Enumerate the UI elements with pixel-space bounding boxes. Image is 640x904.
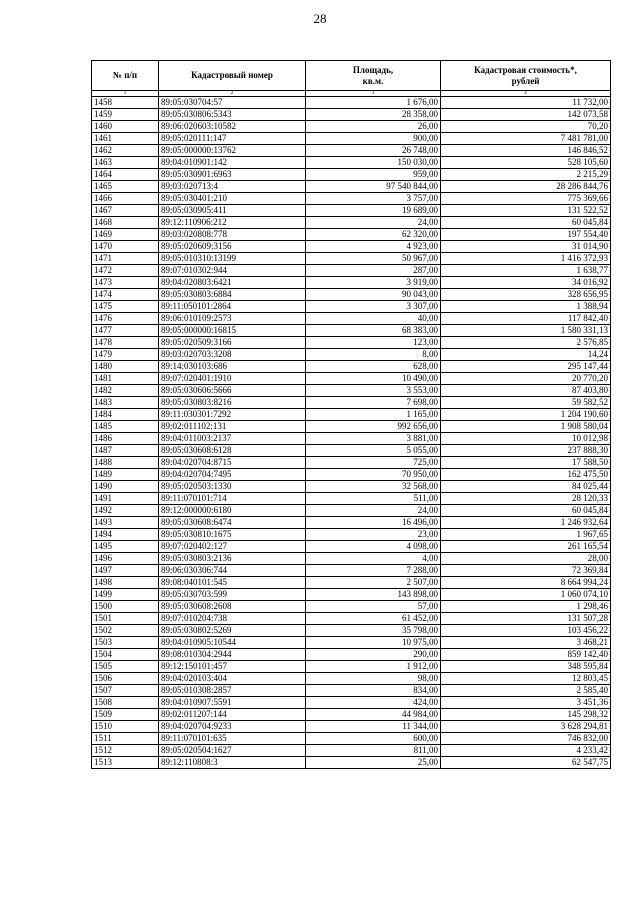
cell-area: 26 748,00 bbox=[306, 145, 441, 157]
cell-area: 1 676,00 bbox=[306, 97, 441, 109]
cell-cadastral-number: 89:11:070101:635 bbox=[159, 733, 306, 745]
table-row bbox=[92, 481, 611, 493]
cell-row-number: 1478 bbox=[92, 337, 159, 349]
cell-area: 4,00 bbox=[306, 553, 441, 565]
cell-cadastral-value: 295 147,44 bbox=[441, 361, 611, 373]
cell-cadastral-value: 70,20 bbox=[441, 121, 611, 133]
cell-row-number: 1470 bbox=[92, 241, 159, 253]
column-number: 4 bbox=[441, 91, 611, 97]
table-row bbox=[92, 169, 611, 181]
cell-cadastral-number: 89:05:030802:5269 bbox=[159, 625, 306, 637]
cell-area: 44 984,00 bbox=[306, 709, 441, 721]
table-row bbox=[92, 205, 611, 217]
table-row bbox=[92, 121, 611, 133]
cell-area: 26,00 bbox=[306, 121, 441, 133]
cell-area: 992 656,00 bbox=[306, 421, 441, 433]
cell-cadastral-number: 89:04:010907:5591 bbox=[159, 697, 306, 709]
header-cadastral-value: Кадастровая стоимость*, рублей bbox=[441, 61, 611, 91]
cell-cadastral-number: 89:03:020713:4 bbox=[159, 181, 306, 193]
cell-cadastral-value: 142 073,58 bbox=[441, 109, 611, 121]
cell-cadastral-value: 2 576,85 bbox=[441, 337, 611, 349]
cell-area: 143 898,00 bbox=[306, 589, 441, 601]
table-row bbox=[92, 613, 611, 625]
cell-area: 98,00 bbox=[306, 673, 441, 685]
cell-cadastral-number: 89:05:030608:6474 bbox=[159, 517, 306, 529]
cell-area: 628,00 bbox=[306, 361, 441, 373]
cell-cadastral-value: 117 842,40 bbox=[441, 313, 611, 325]
cell-cadastral-number: 89:04:011003:2137 bbox=[159, 433, 306, 445]
cell-row-number: 1505 bbox=[92, 661, 159, 673]
cell-cadastral-number: 89:12:000000:6180 bbox=[159, 505, 306, 517]
cell-row-number: 1476 bbox=[92, 313, 159, 325]
cell-area: 959,00 bbox=[306, 169, 441, 181]
cell-cadastral-value: 3 451,36 bbox=[441, 697, 611, 709]
cell-cadastral-number: 89:07:010302:944 bbox=[159, 265, 306, 277]
cell-cadastral-number: 89:12:110906:212 bbox=[159, 217, 306, 229]
cell-row-number: 1513 bbox=[92, 757, 159, 769]
table-row bbox=[92, 625, 611, 637]
cell-cadastral-number: 89:04:020803:6421 bbox=[159, 277, 306, 289]
table-row bbox=[92, 757, 611, 769]
cell-cadastral-number: 89:05:000000:13762 bbox=[159, 145, 306, 157]
table-row bbox=[92, 97, 611, 109]
cell-row-number: 1496 bbox=[92, 553, 159, 565]
cell-area: 23,00 bbox=[306, 529, 441, 541]
cell-cadastral-number: 89:04:020704:8715 bbox=[159, 457, 306, 469]
column-number: 2 bbox=[159, 91, 306, 97]
table-row bbox=[92, 601, 611, 613]
cell-cadastral-value: 31 014,90 bbox=[441, 241, 611, 253]
table-row bbox=[92, 241, 611, 253]
cell-cadastral-number: 89:08:040101:545 bbox=[159, 577, 306, 589]
cell-area: 3 757,00 bbox=[306, 193, 441, 205]
cell-area: 97 540 844,00 bbox=[306, 181, 441, 193]
cell-cadastral-number: 89:02:011207:144 bbox=[159, 709, 306, 721]
cell-area: 4 098,00 bbox=[306, 541, 441, 553]
table-row bbox=[92, 397, 611, 409]
cell-area: 10 975,00 bbox=[306, 637, 441, 649]
table-row bbox=[92, 589, 611, 601]
cell-cadastral-value: 131 507,28 bbox=[441, 613, 611, 625]
cell-area: 32 568,00 bbox=[306, 481, 441, 493]
cell-area: 1 912,00 bbox=[306, 661, 441, 673]
cell-row-number: 1495 bbox=[92, 541, 159, 553]
table-row bbox=[92, 337, 611, 349]
cell-row-number: 1511 bbox=[92, 733, 159, 745]
cell-row-number: 1473 bbox=[92, 277, 159, 289]
cell-cadastral-value: 237 888,30 bbox=[441, 445, 611, 457]
cell-area: 3 307,00 bbox=[306, 301, 441, 313]
table-row bbox=[92, 253, 611, 265]
cell-row-number: 1462 bbox=[92, 145, 159, 157]
table-row bbox=[92, 229, 611, 241]
cell-cadastral-value: 2 215,29 bbox=[441, 169, 611, 181]
cell-cadastral-number: 89:05:030803:2136 bbox=[159, 553, 306, 565]
cell-area: 3 919,00 bbox=[306, 277, 441, 289]
cell-row-number: 1494 bbox=[92, 529, 159, 541]
cell-cadastral-value: 1 298,46 bbox=[441, 601, 611, 613]
cell-row-number: 1482 bbox=[92, 385, 159, 397]
cell-cadastral-value: 34 016,92 bbox=[441, 277, 611, 289]
table-row bbox=[92, 565, 611, 577]
cell-cadastral-number: 89:12:150101:457 bbox=[159, 661, 306, 673]
cell-area: 19 689,00 bbox=[306, 205, 441, 217]
table-row bbox=[92, 385, 611, 397]
cell-row-number: 1480 bbox=[92, 361, 159, 373]
table-row bbox=[92, 493, 611, 505]
table-row bbox=[92, 553, 611, 565]
cell-cadastral-number: 89:05:020609:3156 bbox=[159, 241, 306, 253]
cell-row-number: 1461 bbox=[92, 133, 159, 145]
cell-area: 10 490,00 bbox=[306, 373, 441, 385]
cell-cadastral-value: 20 770,20 bbox=[441, 373, 611, 385]
cell-cadastral-number: 89:05:030401:210 bbox=[159, 193, 306, 205]
cell-row-number: 1507 bbox=[92, 685, 159, 697]
cell-area: 11 344,00 bbox=[306, 721, 441, 733]
cell-cadastral-value: 7 481 781,00 bbox=[441, 133, 611, 145]
cell-area: 725,00 bbox=[306, 457, 441, 469]
page-number: 28 bbox=[313, 11, 327, 26]
cell-cadastral-number: 89:11:030301:7292 bbox=[159, 409, 306, 421]
cell-cadastral-value: 28 120,33 bbox=[441, 493, 611, 505]
cell-cadastral-value: 28 286 844,76 bbox=[441, 181, 611, 193]
table-row bbox=[92, 469, 611, 481]
cell-cadastral-value: 145 298,32 bbox=[441, 709, 611, 721]
cell-row-number: 1458 bbox=[92, 97, 159, 109]
cell-row-number: 1464 bbox=[92, 169, 159, 181]
table-row bbox=[92, 685, 611, 697]
cell-area: 50 967,00 bbox=[306, 253, 441, 265]
cell-row-number: 1481 bbox=[92, 373, 159, 385]
cell-row-number: 1486 bbox=[92, 433, 159, 445]
table-row bbox=[92, 457, 611, 469]
cell-area: 900,00 bbox=[306, 133, 441, 145]
cell-cadastral-value: 328 656,95 bbox=[441, 289, 611, 301]
table-row bbox=[92, 301, 611, 313]
cell-cadastral-value: 746 832,00 bbox=[441, 733, 611, 745]
cell-cadastral-number: 89:03:020808:778 bbox=[159, 229, 306, 241]
table-row bbox=[92, 661, 611, 673]
cell-cadastral-number: 89:04:020704:9233 bbox=[159, 721, 306, 733]
table-row bbox=[92, 673, 611, 685]
cell-row-number: 1504 bbox=[92, 649, 159, 661]
table-row bbox=[92, 313, 611, 325]
cell-cadastral-value: 197 554,40 bbox=[441, 229, 611, 241]
table-row bbox=[92, 265, 611, 277]
cell-row-number: 1460 bbox=[92, 121, 159, 133]
cell-row-number: 1487 bbox=[92, 445, 159, 457]
header-row bbox=[92, 61, 611, 91]
cell-cadastral-number: 89:07:010204:738 bbox=[159, 613, 306, 625]
cell-row-number: 1492 bbox=[92, 505, 159, 517]
cell-cadastral-number: 89:04:020103:404 bbox=[159, 673, 306, 685]
cell-row-number: 1472 bbox=[92, 265, 159, 277]
cell-cadastral-value: 4 233,42 bbox=[441, 745, 611, 757]
cell-cadastral-number: 89:05:030803:6884 bbox=[159, 289, 306, 301]
cell-cadastral-number: 89:05:030803:8216 bbox=[159, 397, 306, 409]
cell-cadastral-value: 859 142,40 bbox=[441, 649, 611, 661]
cell-area: 2 507,00 bbox=[306, 577, 441, 589]
cell-row-number: 1508 bbox=[92, 697, 159, 709]
table-row bbox=[92, 637, 611, 649]
cell-area: 57,00 bbox=[306, 601, 441, 613]
cell-cadastral-value: 1 638,77 bbox=[441, 265, 611, 277]
cell-row-number: 1465 bbox=[92, 181, 159, 193]
cell-cadastral-value: 162 475,50 bbox=[441, 469, 611, 481]
table-row bbox=[92, 277, 611, 289]
table-row bbox=[92, 577, 611, 589]
cell-cadastral-value: 775 369,66 bbox=[441, 193, 611, 205]
cell-row-number: 1475 bbox=[92, 301, 159, 313]
cell-cadastral-value: 2 585,40 bbox=[441, 685, 611, 697]
cell-cadastral-number: 89:04:010905:10544 bbox=[159, 637, 306, 649]
cell-row-number: 1497 bbox=[92, 565, 159, 577]
cell-cadastral-number: 89:05:030806:5343 bbox=[159, 109, 306, 121]
cell-area: 24,00 bbox=[306, 217, 441, 229]
header-area: Площадь, кв.м. bbox=[306, 61, 441, 91]
cell-cadastral-value: 87 403,80 bbox=[441, 385, 611, 397]
cell-cadastral-value: 261 165,54 bbox=[441, 541, 611, 553]
cell-row-number: 1501 bbox=[92, 613, 159, 625]
cell-cadastral-number: 89:04:010901:142 bbox=[159, 157, 306, 169]
table-row bbox=[92, 349, 611, 361]
cell-cadastral-value: 3 468,21 bbox=[441, 637, 611, 649]
table-header bbox=[92, 61, 611, 97]
cell-cadastral-number: 89:05:030608:6128 bbox=[159, 445, 306, 457]
table-row bbox=[92, 373, 611, 385]
cell-area: 68 383,00 bbox=[306, 325, 441, 337]
cell-cadastral-number: 89:05:030606:5666 bbox=[159, 385, 306, 397]
cell-cadastral-number: 89:06:010109:2573 bbox=[159, 313, 306, 325]
cell-cadastral-value: 146 846,52 bbox=[441, 145, 611, 157]
cell-row-number: 1490 bbox=[92, 481, 159, 493]
cell-area: 24,00 bbox=[306, 505, 441, 517]
cell-cadastral-number: 89:05:020503:1330 bbox=[159, 481, 306, 493]
cell-cadastral-value: 60 045,84 bbox=[441, 505, 611, 517]
cell-row-number: 1489 bbox=[92, 469, 159, 481]
cell-row-number: 1493 bbox=[92, 517, 159, 529]
cell-area: 834,00 bbox=[306, 685, 441, 697]
table-row bbox=[92, 745, 611, 757]
cell-area: 424,00 bbox=[306, 697, 441, 709]
cell-area: 4 923,00 bbox=[306, 241, 441, 253]
cell-cadastral-number: 89:04:020704:7495 bbox=[159, 469, 306, 481]
cell-cadastral-value: 1 967,65 bbox=[441, 529, 611, 541]
cell-cadastral-value: 1 416 372,93 bbox=[441, 253, 611, 265]
cell-area: 61 452,00 bbox=[306, 613, 441, 625]
cell-row-number: 1500 bbox=[92, 601, 159, 613]
table-row bbox=[92, 421, 611, 433]
cell-cadastral-value: 28,00 bbox=[441, 553, 611, 565]
cell-cadastral-value: 11 732,00 bbox=[441, 97, 611, 109]
cell-row-number: 1484 bbox=[92, 409, 159, 421]
cell-area: 25,00 bbox=[306, 757, 441, 769]
cell-row-number: 1506 bbox=[92, 673, 159, 685]
cell-row-number: 1479 bbox=[92, 349, 159, 361]
column-number: 3 bbox=[306, 91, 441, 97]
cell-area: 16 496,00 bbox=[306, 517, 441, 529]
cell-cadastral-number: 89:12:110808:3 bbox=[159, 757, 306, 769]
table-row bbox=[92, 361, 611, 373]
cell-row-number: 1463 bbox=[92, 157, 159, 169]
table-row bbox=[92, 217, 611, 229]
cell-cadastral-number: 89:05:030608:2608 bbox=[159, 601, 306, 613]
cell-cadastral-value: 10 012,98 bbox=[441, 433, 611, 445]
cell-area: 600,00 bbox=[306, 733, 441, 745]
cell-cadastral-number: 89:03:020703:3208 bbox=[159, 349, 306, 361]
cell-cadastral-number: 89:05:020504:1627 bbox=[159, 745, 306, 757]
cell-row-number: 1503 bbox=[92, 637, 159, 649]
cell-cadastral-value: 528 105,60 bbox=[441, 157, 611, 169]
cell-area: 40,00 bbox=[306, 313, 441, 325]
cell-row-number: 1474 bbox=[92, 289, 159, 301]
cell-row-number: 1485 bbox=[92, 421, 159, 433]
cell-cadastral-number: 89:06:020603:10582 bbox=[159, 121, 306, 133]
cell-row-number: 1491 bbox=[92, 493, 159, 505]
cell-area: 511,00 bbox=[306, 493, 441, 505]
cell-cadastral-number: 89:11:070101:714 bbox=[159, 493, 306, 505]
cell-area: 123,00 bbox=[306, 337, 441, 349]
cell-cadastral-number: 89:06:030306:744 bbox=[159, 565, 306, 577]
cell-row-number: 1483 bbox=[92, 397, 159, 409]
cell-cadastral-number: 89:05:010310:13199 bbox=[159, 253, 306, 265]
cell-area: 8,00 bbox=[306, 349, 441, 361]
table-row bbox=[92, 505, 611, 517]
table-row bbox=[92, 697, 611, 709]
table-row bbox=[92, 409, 611, 421]
cell-cadastral-number: 89:05:020111:147 bbox=[159, 133, 306, 145]
cell-cadastral-number: 89:08:010304:2944 bbox=[159, 649, 306, 661]
cell-area: 62 320,00 bbox=[306, 229, 441, 241]
cell-cadastral-value: 131 522,52 bbox=[441, 205, 611, 217]
cell-cadastral-value: 348 595,84 bbox=[441, 661, 611, 673]
cell-cadastral-value: 1 204 190,60 bbox=[441, 409, 611, 421]
cell-cadastral-value: 1 246 932,64 bbox=[441, 517, 611, 529]
cell-area: 1 165,00 bbox=[306, 409, 441, 421]
cell-area: 90 043,00 bbox=[306, 289, 441, 301]
cell-cadastral-number: 89:07:020402:127 bbox=[159, 541, 306, 553]
cell-row-number: 1466 bbox=[92, 193, 159, 205]
cell-area: 7 698,00 bbox=[306, 397, 441, 409]
cell-cadastral-number: 89:02:011102:131 bbox=[159, 421, 306, 433]
cell-cadastral-value: 3 628 294,81 bbox=[441, 721, 611, 733]
table-row bbox=[92, 289, 611, 301]
cell-cadastral-value: 14,24 bbox=[441, 349, 611, 361]
header-row-number: № п/п bbox=[92, 61, 159, 91]
column-number: 1 bbox=[92, 91, 159, 97]
table-row bbox=[92, 181, 611, 193]
cell-area: 70 950,00 bbox=[306, 469, 441, 481]
cell-area: 3 553,00 bbox=[306, 385, 441, 397]
cadastral-value-table bbox=[91, 60, 611, 769]
cell-row-number: 1477 bbox=[92, 325, 159, 337]
cell-area: 35 798,00 bbox=[306, 625, 441, 637]
table-row bbox=[92, 649, 611, 661]
cell-cadastral-number: 89:05:020509:3166 bbox=[159, 337, 306, 349]
cell-cadastral-number: 89:05:030905:411 bbox=[159, 205, 306, 217]
cell-area: 3 881,00 bbox=[306, 433, 441, 445]
cell-row-number: 1510 bbox=[92, 721, 159, 733]
table-row bbox=[92, 733, 611, 745]
cell-cadastral-number: 89:05:000000:16815 bbox=[159, 325, 306, 337]
table-row bbox=[92, 517, 611, 529]
table-row bbox=[92, 445, 611, 457]
cell-cadastral-number: 89:11:050101:2864 bbox=[159, 301, 306, 313]
cell-cadastral-value: 1 908 580,04 bbox=[441, 421, 611, 433]
cell-row-number: 1509 bbox=[92, 709, 159, 721]
cell-cadastral-value: 1 580 331,13 bbox=[441, 325, 611, 337]
cell-row-number: 1498 bbox=[92, 577, 159, 589]
cell-cadastral-value: 12 803,45 bbox=[441, 673, 611, 685]
table-row bbox=[92, 145, 611, 157]
table-body bbox=[92, 97, 611, 769]
cell-row-number: 1488 bbox=[92, 457, 159, 469]
cell-cadastral-value: 72 369,84 bbox=[441, 565, 611, 577]
table-row bbox=[92, 157, 611, 169]
cell-cadastral-value: 59 582,52 bbox=[441, 397, 611, 409]
cell-row-number: 1499 bbox=[92, 589, 159, 601]
cell-area: 5 055,00 bbox=[306, 445, 441, 457]
cell-cadastral-number: 89:14:030103:686 bbox=[159, 361, 306, 373]
cell-row-number: 1502 bbox=[92, 625, 159, 637]
table-row bbox=[92, 325, 611, 337]
cell-cadastral-number: 89:05:030810:1675 bbox=[159, 529, 306, 541]
table-row bbox=[92, 109, 611, 121]
cell-cadastral-number: 89:05:010308:2857 bbox=[159, 685, 306, 697]
cell-row-number: 1512 bbox=[92, 745, 159, 757]
cell-area: 7 288,00 bbox=[306, 565, 441, 577]
cell-area: 28 358,00 bbox=[306, 109, 441, 121]
table-row bbox=[92, 433, 611, 445]
cell-area: 290,00 bbox=[306, 649, 441, 661]
cell-row-number: 1469 bbox=[92, 229, 159, 241]
table-row bbox=[92, 541, 611, 553]
cell-cadastral-value: 84 025,44 bbox=[441, 481, 611, 493]
cell-cadastral-number: 89:05:030901:6963 bbox=[159, 169, 306, 181]
cell-cadastral-value: 1 060 074,10 bbox=[441, 589, 611, 601]
cell-row-number: 1467 bbox=[92, 205, 159, 217]
cell-cadastral-value: 17 588,50 bbox=[441, 457, 611, 469]
table-row bbox=[92, 133, 611, 145]
cell-row-number: 1471 bbox=[92, 253, 159, 265]
cell-cadastral-value: 1 388,94 bbox=[441, 301, 611, 313]
table-row bbox=[92, 193, 611, 205]
cell-cadastral-number: 89:07:020401:1910 bbox=[159, 373, 306, 385]
cell-area: 150 030,00 bbox=[306, 157, 441, 169]
cell-cadastral-value: 103 456,22 bbox=[441, 625, 611, 637]
cell-cadastral-value: 8 664 994,24 bbox=[441, 577, 611, 589]
table-row bbox=[92, 529, 611, 541]
cell-cadastral-value: 62 547,75 bbox=[441, 757, 611, 769]
header-cadastral-number: Кадастровый номер bbox=[159, 61, 306, 91]
cell-area: 811,00 bbox=[306, 745, 441, 757]
cell-row-number: 1459 bbox=[92, 109, 159, 121]
cell-cadastral-value: 60 045,84 bbox=[441, 217, 611, 229]
table-row bbox=[92, 709, 611, 721]
cell-cadastral-number: 89:05:030703:599 bbox=[159, 589, 306, 601]
cell-cadastral-number: 89:05:030704:57 bbox=[159, 97, 306, 109]
cell-area: 287,00 bbox=[306, 265, 441, 277]
cell-row-number: 1468 bbox=[92, 217, 159, 229]
table-row bbox=[92, 721, 611, 733]
